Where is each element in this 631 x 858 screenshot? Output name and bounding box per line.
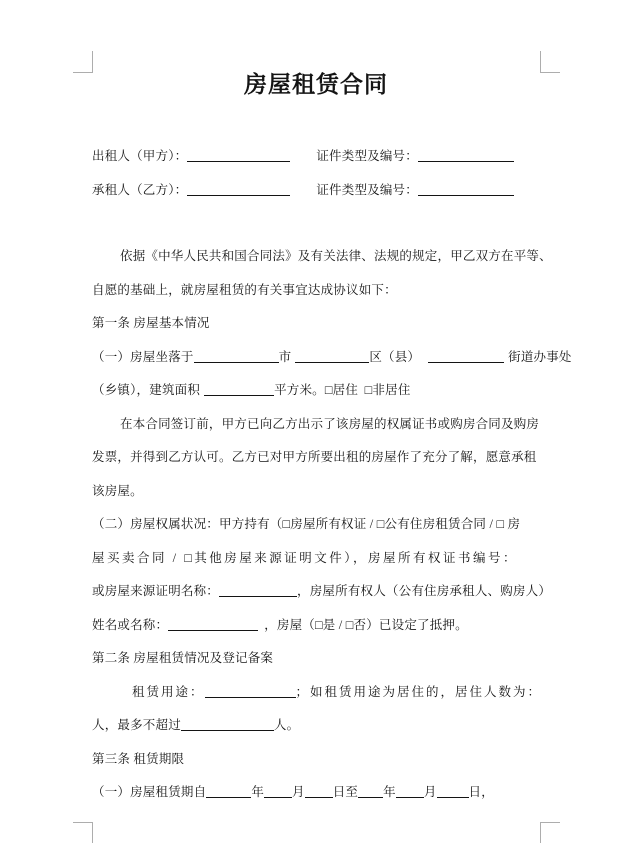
blank-field[interactable] xyxy=(358,785,383,798)
usage-line-2 xyxy=(92,709,540,743)
article-3-heading xyxy=(92,743,540,777)
article-1-heading xyxy=(92,307,540,341)
text-segment: 证件类型及编号： xyxy=(316,149,418,163)
text-segment: 日至 xyxy=(332,785,359,799)
preamble-line-2 xyxy=(92,274,540,308)
blank-field[interactable] xyxy=(194,350,279,363)
text-segment: 租赁用途： xyxy=(132,684,205,699)
text-segment: 人，最多不超过 xyxy=(92,718,181,732)
text-segment: 在本合同签订前，甲方已向乙方出示了该房屋的权属证书或购房合同及购房 xyxy=(120,416,540,431)
lessee-line xyxy=(92,174,540,208)
disclosure-line-3 xyxy=(92,475,540,509)
ownership-line-4 xyxy=(92,609,540,643)
article-2-heading xyxy=(92,642,540,676)
text-segment: 依据《中华人民共和国合同法》及有关法律、法规的规定，甲乙双方在平等、 xyxy=(120,249,552,263)
blank-field[interactable] xyxy=(264,785,292,798)
margin-crop-mark-bottom-right xyxy=(540,822,560,843)
text-segment: 第一条 房屋基本情况 xyxy=(92,316,210,330)
blank-field[interactable] xyxy=(205,685,296,698)
text-segment: 自愿的基础上，就房屋租赁的有关事宜达成协议如下： xyxy=(92,282,397,297)
blank-field[interactable] xyxy=(187,183,290,196)
text-segment: 第三条 租赁期限 xyxy=(92,751,185,766)
ownership-line-2 xyxy=(92,542,540,576)
text-segment: 街道办事处 xyxy=(508,349,572,364)
text-segment: ，房屋所有权人（公有住房承租人、购房人） xyxy=(297,584,552,598)
disclosure-line-2 xyxy=(92,441,540,475)
text-segment: （二）房屋权属状况：甲方持有（□房屋所有权证 / □公有住房租赁合同 / □ 房 xyxy=(92,517,521,531)
blank-field[interactable] xyxy=(187,149,290,162)
margin-crop-mark-top-right xyxy=(540,51,560,73)
text-segment: 日， xyxy=(468,785,494,799)
text-segment: 证件类型及编号： xyxy=(316,182,418,197)
blank-field[interactable] xyxy=(295,350,369,363)
text-segment: 年 xyxy=(383,785,396,799)
text-segment: 区（县） xyxy=(369,349,421,364)
text-segment: 发票，并得到乙方认可。乙方已对甲方所要出租的房屋作了充分了解，愿意承租 xyxy=(92,450,537,464)
text-segment: 月 xyxy=(423,785,437,799)
text-segment: ；如租赁用途为居住的，居住人数为： xyxy=(295,684,543,699)
location-line-2 xyxy=(92,374,540,408)
text-segment: 出租人（甲方）： xyxy=(92,149,188,163)
text-segment: 该房屋。 xyxy=(92,483,143,498)
blank-field[interactable] xyxy=(418,183,514,196)
lessor-line xyxy=(92,140,540,174)
text-segment: （一）房屋租赁期自 xyxy=(92,785,207,799)
text-segment: 平方米。□居住 □非居住 xyxy=(274,383,411,397)
blank-field[interactable] xyxy=(428,350,504,363)
document-content xyxy=(92,70,572,810)
location-line-1 xyxy=(92,341,572,375)
blank-field[interactable] xyxy=(206,785,251,798)
text-segment: 或房屋来源证明名称： xyxy=(92,584,220,598)
blank-field[interactable] xyxy=(168,618,258,631)
margin-crop-mark-top-left xyxy=(73,51,93,73)
usage-line-1 xyxy=(92,676,543,710)
text-segment: 人。 xyxy=(273,718,300,732)
blank-field[interactable] xyxy=(181,718,274,731)
document-title: 房屋租赁合同 xyxy=(244,72,388,97)
text-segment: 第二条 房屋租赁情况及登记备案 xyxy=(92,651,274,665)
ownership-line-3 xyxy=(92,575,552,609)
text-segment: （一）房屋坐落于 xyxy=(92,349,194,364)
text-segment: （乡镇），建筑面积 xyxy=(92,383,201,397)
text-segment: 市 xyxy=(278,349,292,364)
preamble-line-1 xyxy=(92,240,552,274)
text-segment: ，房屋（□是 / □否）已设定了抵押。 xyxy=(264,617,468,632)
blank-line xyxy=(92,207,540,240)
blank-field[interactable] xyxy=(437,785,469,798)
margin-crop-mark-bottom-left xyxy=(73,822,93,843)
blank-field[interactable] xyxy=(305,785,333,798)
disclosure-line-1 xyxy=(92,408,540,442)
ownership-line-1 xyxy=(92,508,540,542)
term-line xyxy=(92,776,540,810)
blank-field[interactable] xyxy=(219,584,297,597)
text-segment: 月 xyxy=(292,785,305,799)
document-body xyxy=(92,140,572,810)
text-segment: 屋买卖合同 / □其他房屋来源证明文件），房屋所有权证书编号： xyxy=(92,550,519,565)
text-segment: 年 xyxy=(251,785,265,799)
blank-field[interactable] xyxy=(204,383,274,396)
text-segment: 承租人（乙方）： xyxy=(92,182,188,197)
text-segment: 姓名或名称： xyxy=(92,617,169,632)
blank-field[interactable] xyxy=(418,149,514,162)
blank-field[interactable] xyxy=(396,785,424,798)
